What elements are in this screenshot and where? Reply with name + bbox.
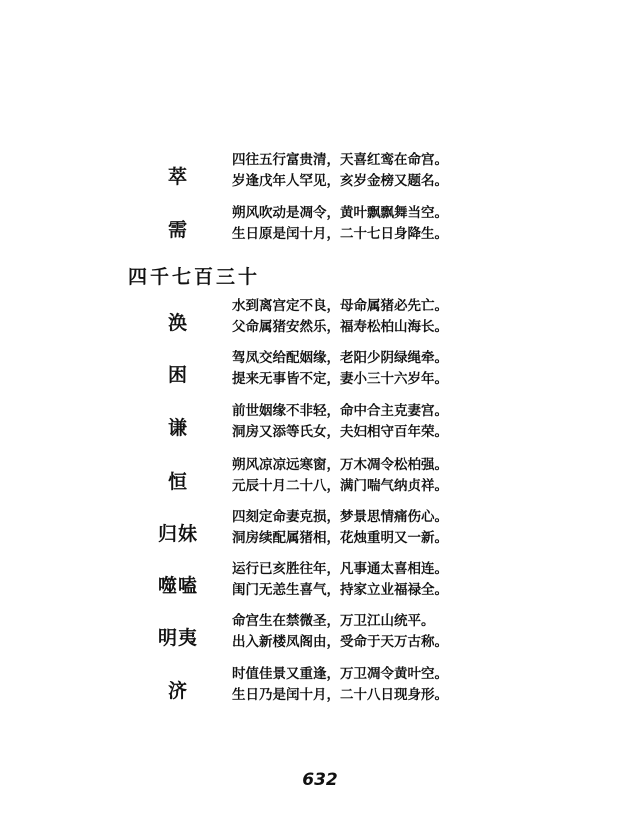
verse-line: 生日乃是闰十月，二十八日现身形。 [232,687,448,703]
verse-line: 洞房续配属猪相，花烛重明又一新。 [232,530,448,546]
verse-line: 元辰十月二十八，满门喘气纳贞祥。 [232,478,448,494]
verse-line: 洞房又添等氏女，夫妇相守百年荣。 [232,424,448,440]
hexagram-name: 噬嗑 [157,575,198,597]
verse-line: 前世姻缘不非轻，命中合主克妻宫。 [232,403,448,419]
hexagram-name: 济 [167,680,188,702]
verse-line: 朔风吹动是凋令，黄叶飘飘舞当空。 [232,205,448,221]
hexagram-name: 需 [167,219,188,241]
verse-line: 朔风凉凉远寒窗，万木凋令松柏强。 [232,457,448,473]
hexagram-name: 明夷 [157,627,198,649]
verse [232,296,448,338]
hexagram-name: 萃 [167,166,188,188]
verse-line: 时值佳景又重逢，万卫凋令黄叶空。 [232,666,448,682]
hexagram-name: 谦 [167,417,188,439]
verse [232,150,448,192]
verse-line: 提来无事皆不定，妻小三十六岁年。 [232,371,448,387]
verse-line: 驾凤交给配姻缘，老阳少阴绿绳牵。 [232,350,448,366]
hexagram-name: 归妹 [157,523,198,545]
verse-line: 岁逢戊年人罕见，亥岁金榜又题名。 [232,173,448,189]
hexagram-name: 涣 [167,312,188,334]
verse-line: 四刻定命妻克损，梦景思情痛伤心。 [232,509,448,525]
verse [232,507,448,549]
verse-line: 出入新楼凤阁由，受命于天万古称。 [232,634,448,650]
verse-line: 生日原是闰十月，二十七日身降生。 [232,226,448,242]
verse [232,559,448,601]
verse-line: 运行已亥胜往年，凡事通太喜相连。 [232,561,448,577]
verse-line: 水到离宫定不良，母命属猪必先亡。 [232,298,448,314]
verse-line: 四往五行富贵清，天喜红鸾在命宫。 [232,152,448,168]
hexagram-name: 困 [167,364,188,386]
section-title: 四千七百三十 [128,266,261,288]
page-number: 632 [302,770,338,790]
verse [232,664,448,706]
verse [232,401,448,443]
verse [232,455,448,497]
verse-line: 闺门无恙生喜气，持家立业福禄全。 [232,582,448,598]
hexagram-name: 恒 [167,471,188,493]
verse-line: 命宫生在禁微圣，万卫江山统平。 [232,613,435,629]
verse [232,611,448,653]
verse-line: 父命属猪安然乐，福寿松柏山海长。 [232,319,448,335]
verse [232,203,448,245]
verse [232,348,448,390]
